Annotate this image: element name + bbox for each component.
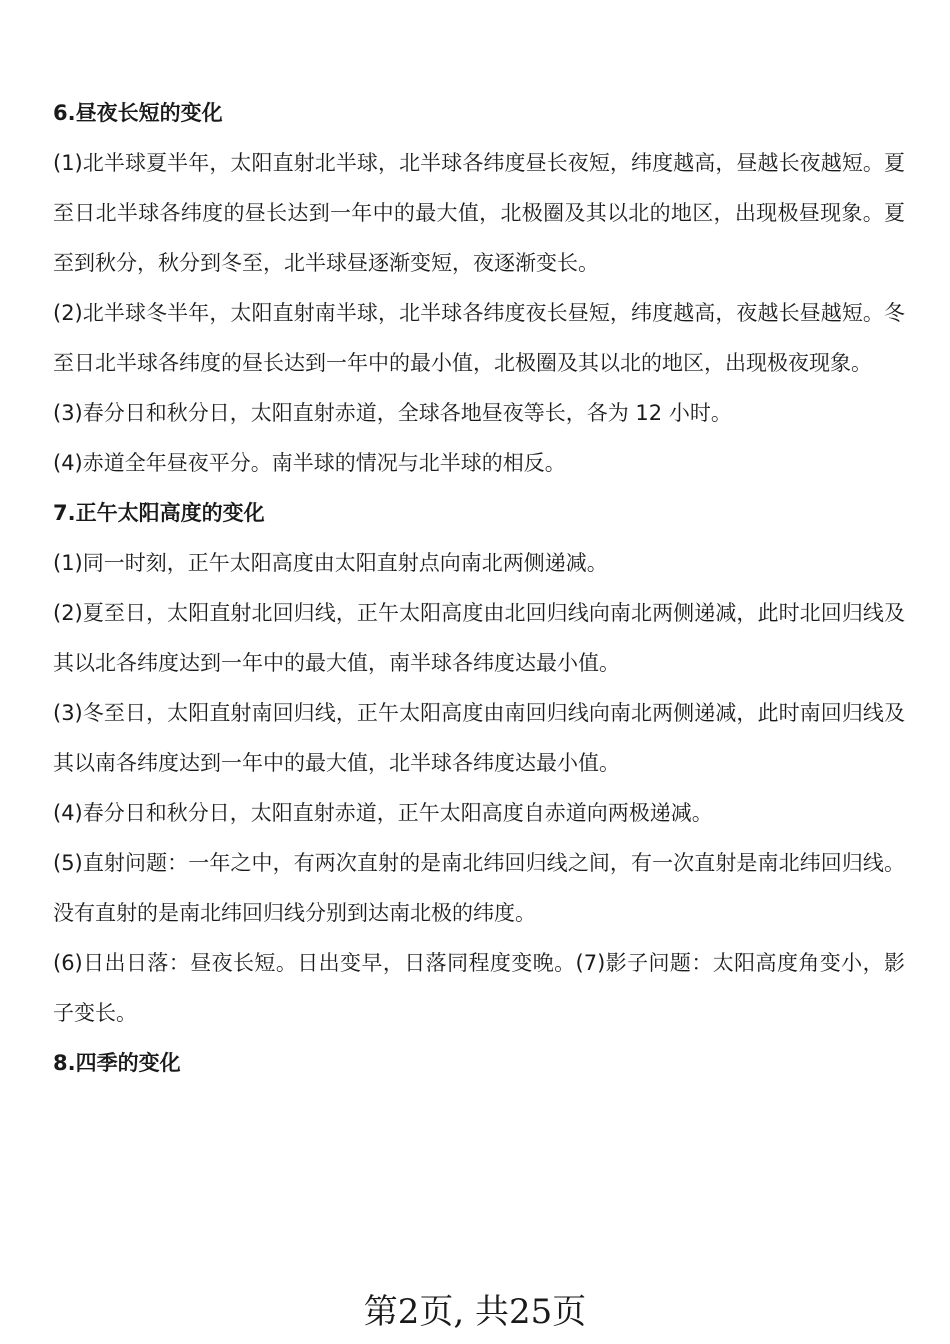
paragraph: (3)春分日和秋分日，太阳直射赤道，全球各地昼夜等长，各为 12 小时。	[53, 401, 732, 425]
section-heading: 8.四季的变化	[53, 1051, 181, 1075]
section-heading: 7.正午太阳高度的变化	[53, 501, 265, 525]
section-6	[53, 88, 905, 488]
paragraph: (2)夏至日，太阳直射北回归线，正午太阳高度由北回归线向南北两侧递减，此时北回归线及其以北各纬度达到一年中的最大值，南半球各纬度达最小值。	[53, 601, 905, 675]
paragraph: (1)北半球夏半年，太阳直射北半球，北半球各纬度昼长夜短，纬度越高，昼越长夜越短。夏至日北半球各纬度的昼长达到一年中的最大值，北极圈及其以北的地区，出现极昼现象。夏至到秋分，秋分到冬至，北半球昼逐渐变短，夜逐渐变长。	[53, 151, 905, 275]
document-body	[53, 88, 905, 1088]
page-number-footer: 第2页, 共25页	[363, 1292, 587, 1332]
paragraph: (2)北半球冬半年，太阳直射南半球，北半球各纬度夜长昼短，纬度越高，夜越长昼越短。冬至日北半球各纬度的昼长达到一年中的最小值，北极圈及其以北的地区，出现极夜现象。	[53, 301, 905, 375]
paragraph: (6)日出日落：昼夜长短。日出变早，日落同程度变晚。(7)影子问题：太阳高度角变小，影子变长。	[53, 951, 905, 1025]
paragraph: (5)直射问题：一年之中，有两次直射的是南北纬回归线之间，有一次直射是南北纬回归线。没有直射的是南北纬回归线分别到达南北极的纬度。	[53, 851, 905, 925]
paragraph: (4)春分日和秋分日，太阳直射赤道，正午太阳高度自赤道向两极递减。	[53, 801, 713, 825]
paragraph: (1)同一时刻，正午太阳高度由太阳直射点向南北两侧递减。	[53, 551, 608, 575]
paragraph: (3)冬至日，太阳直射南回归线，正午太阳高度由南回归线向南北两侧递减，此时南回归线及其以南各纬度达到一年中的最大值，北半球各纬度达最小值。	[53, 701, 905, 775]
section-7	[53, 488, 905, 1038]
section-heading: 6.昼夜长短的变化	[53, 101, 223, 125]
paragraph: (4)赤道全年昼夜平分。南半球的情况与北半球的相反。	[53, 451, 566, 475]
section-8	[53, 1038, 905, 1088]
